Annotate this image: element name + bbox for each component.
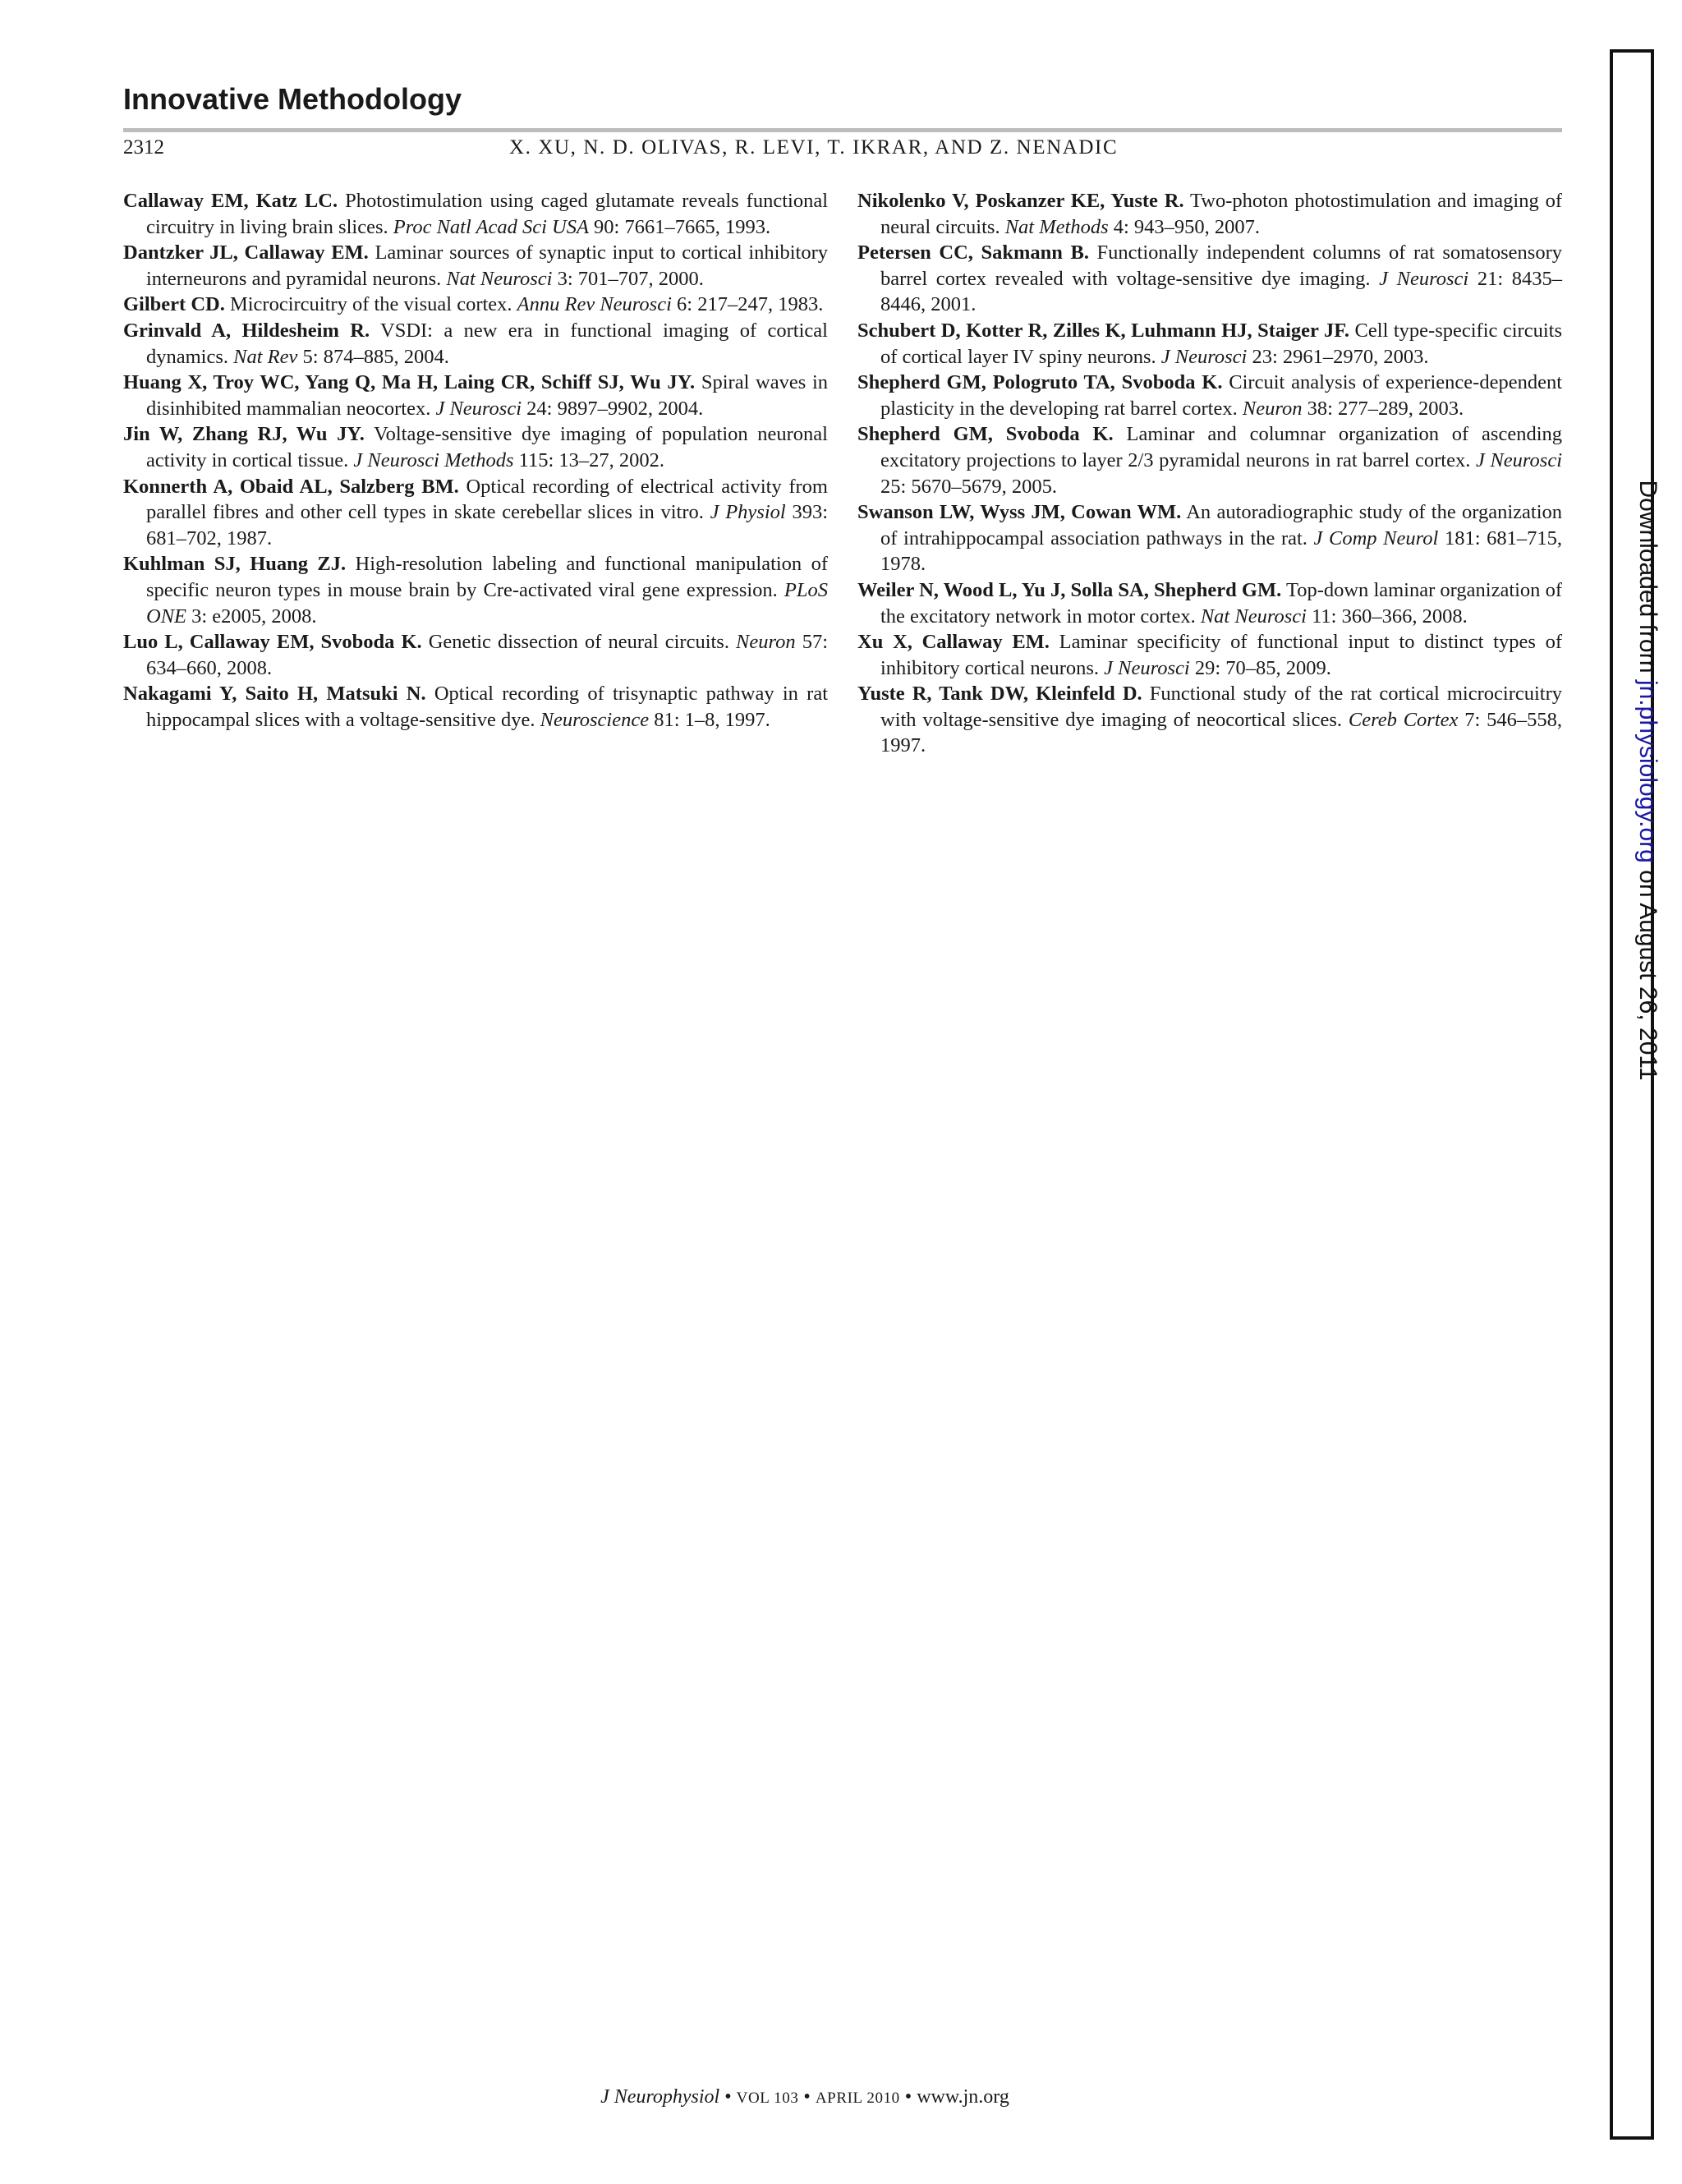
reference-citation: 38: 277–289, 2003. <box>1307 397 1464 420</box>
reference-item <box>857 629 1562 681</box>
reference-journal: PLoS ONE <box>146 578 829 628</box>
footer-separator: • <box>899 2086 917 2108</box>
reference-journal: Neuron <box>736 631 796 654</box>
reference-item <box>857 240 1562 318</box>
reference-title: Top-down laminar organization of the excitatory network in motor cortex. <box>880 578 1562 628</box>
reference-journal: J Neurosci <box>1104 656 1190 679</box>
reference-title: An autoradiographic study of the organization of intrahippocampal association pathways in the rat. <box>880 501 1563 549</box>
reference-journal: Nat Rev <box>233 345 298 368</box>
footer-separator: • <box>798 2086 816 2108</box>
footer-site[interactable]: www.jn.org <box>917 2086 1009 2108</box>
reference-journal: J Neurosci <box>1160 345 1248 368</box>
reference-authors: Grinvald A, Hildesheim R. <box>123 319 370 342</box>
reference-item <box>123 318 828 370</box>
reference-authors: Huang X, Troy WC, Yang Q, Ma H, Laing CR, Schiff SJ, Wu JY. <box>123 371 696 394</box>
reference-authors: Nakagami Y, Saito H, Matsuki N. <box>123 683 426 706</box>
page-footer <box>0 2086 1610 2108</box>
reference-citation: 57: 634–660, 2008. <box>146 631 829 679</box>
download-notice-date: on August 26, 2011 <box>1634 862 1661 1081</box>
reference-citation: 4: 943–950, 2007. <box>1113 215 1261 238</box>
reference-citation: 81: 1–8, 1997. <box>654 708 770 731</box>
reference-title: Laminar and columnar organization of ascending excitatory projections to layer 2/3 pyramidal neurons in rat barrel cortex. <box>880 423 1563 471</box>
reference-citation: 181: 681–715, 1978. <box>880 526 1563 576</box>
reference-item <box>857 318 1562 370</box>
reference-citation: 393: 681–702, 1987. <box>146 501 828 549</box>
reference-item <box>123 421 828 473</box>
reference-citation: 90: 7661–7665, 1993. <box>594 215 771 238</box>
download-notice-box <box>1610 49 1654 2140</box>
reference-title: Circuit analysis of experience-dependent plasticity in the developing rat barrel cortex. <box>880 371 1563 420</box>
reference-citation: 21: 8435–8446, 2001. <box>880 267 1563 316</box>
reference-authors: Jin W, Zhang RJ, Wu JY. <box>123 423 365 446</box>
download-notice-prefix: Downloaded from <box>1634 480 1661 680</box>
reference-journal: Nat Methods <box>1004 215 1109 238</box>
reference-journal: J Neurosci <box>1379 267 1469 290</box>
reference-citation: 29: 70–85, 2009. <box>1194 656 1331 679</box>
reference-journal: Neuron <box>1242 397 1303 420</box>
reference-journal: J Neurosci <box>435 397 522 420</box>
reference-journal: Nat Neurosci <box>1200 605 1307 628</box>
reference-authors: Shepherd GM, Pologruto TA, Svoboda K. <box>857 371 1223 394</box>
references-right-column <box>857 188 1562 759</box>
reference-journal: J Physiol <box>710 501 786 524</box>
reference-item <box>857 188 1562 240</box>
reference-citation: 6: 217–247, 1983. <box>677 293 824 316</box>
reference-item <box>857 499 1562 577</box>
reference-title: Cell type-specific circuits of cortical layer IV spiny neurons. <box>880 319 1562 368</box>
reference-journal: J Neurosci <box>1475 448 1563 471</box>
reference-item <box>857 577 1562 629</box>
footer-separator: • <box>719 2086 737 2108</box>
reference-title: Microcircuitry of the visual cortex. <box>229 293 512 316</box>
reference-item <box>123 188 828 240</box>
reference-journal: Cereb Cortex <box>1348 708 1459 731</box>
download-notice <box>1634 480 1661 1080</box>
reference-journal: Neuroscience <box>540 708 650 731</box>
reference-title: Genetic dissection of neural circuits. <box>428 631 729 654</box>
reference-item <box>123 370 828 421</box>
reference-journal: J Comp Neurol <box>1313 526 1439 549</box>
reference-title: High-resolution labeling and functional manipulation of specific neuron types in mouse brain by Cre-activated viral gene expression. <box>146 553 828 601</box>
reference-item <box>123 551 828 629</box>
reference-item <box>857 370 1562 421</box>
reference-title: Laminar specificity of functional input to distinct types of inhibitory cortical neurons. <box>880 631 1562 679</box>
reference-authors: Swanson LW, Wyss JM, Cowan WM. <box>857 501 1182 524</box>
reference-citation: 25: 5670–5679, 2005. <box>880 475 1058 498</box>
reference-journal: Nat Neurosci <box>446 267 553 290</box>
reference-authors: Xu X, Callaway EM. <box>857 631 1050 654</box>
section-title: Innovative Methodology <box>123 82 462 116</box>
reference-title: Spiral waves in disinhibited mammalian neocortex. <box>146 371 828 420</box>
header-rule <box>123 128 1562 132</box>
reference-authors: Schubert D, Kotter R, Zilles K, Luhmann HJ, Staiger JF. <box>857 319 1350 342</box>
reference-title: Two-photon photostimulation and imaging of neural circuits. <box>880 190 1562 238</box>
reference-title: VSDI: a new era in functional imaging of cortical dynamics. <box>146 319 828 368</box>
reference-citation: 3: 701–707, 2000. <box>557 267 704 290</box>
reference-item <box>123 629 828 681</box>
reference-citation: 3: e2005, 2008. <box>191 605 317 628</box>
reference-title: Laminar sources of synaptic input to cortical inhibitory interneurons and pyramidal neurons. <box>146 241 829 290</box>
reference-authors: Callaway EM, Katz LC. <box>123 190 338 212</box>
reference-authors: Petersen CC, Sakmann B. <box>857 241 1089 264</box>
download-source-link[interactable]: jn.physiology.org <box>1634 679 1661 863</box>
reference-citation: 115: 13–27, 2002. <box>518 448 665 471</box>
reference-item <box>123 240 828 292</box>
page-number: 2312 <box>123 136 164 159</box>
running-authors: X. XU, N. D. OLIVAS, R. LEVI, T. IKRAR, AND Z. NENADIC <box>509 136 1119 159</box>
reference-authors: Yuste R, Tank DW, Kleinfeld D. <box>857 683 1142 706</box>
reference-authors: Weiler N, Wood L, Yu J, Solla SA, Shepherd GM. <box>857 578 1282 601</box>
reference-citation: 24: 9897–9902, 2004. <box>526 397 704 420</box>
reference-authors: Kuhlman SJ, Huang ZJ. <box>123 553 347 576</box>
reference-citation: 5: 874–885, 2004. <box>302 345 449 368</box>
reference-title: Optical recording of trisynaptic pathway in rat hippocampal slices with a voltage-sensitive dye. <box>146 683 828 731</box>
reference-journal: Proc Natl Acad Sci USA <box>393 215 589 238</box>
reference-authors: Luo L, Callaway EM, Svoboda K. <box>123 631 422 654</box>
reference-item <box>123 474 828 552</box>
reference-item <box>123 292 828 318</box>
footer-date: APRIL 2010 <box>815 2090 900 2107</box>
reference-citation: 7: 546–558, 1997. <box>880 708 1563 757</box>
reference-citation: 23: 2961–2970, 2003. <box>1252 345 1429 368</box>
reference-item <box>857 681 1562 759</box>
reference-item <box>857 421 1562 499</box>
footer-volume: VOL 103 <box>736 2090 799 2107</box>
reference-authors: Nikolenko V, Poskanzer KE, Yuste R. <box>857 190 1184 212</box>
reference-title: Photostimulation using caged glutamate reveals functional circuitry in living brain slices. <box>146 190 828 238</box>
reference-title: Optical recording of electrical activity from parallel fibres and other cell types in skate cerebellar slices in vitro. <box>146 475 828 524</box>
reference-title: Functional study of the rat cortical microcircuitry with voltage-sensitive dye imaging of neocortical slices. <box>880 683 1563 731</box>
reference-authors: Gilbert CD. <box>123 293 225 316</box>
reference-title: Voltage-sensitive dye imaging of population neuronal activity in cortical tissue. <box>146 423 828 471</box>
references-left-column <box>123 188 828 733</box>
reference-authors: Dantzker JL, Callaway EM. <box>123 241 369 264</box>
footer-journal: J Neurophysiol <box>600 2086 720 2108</box>
reference-authors: Konnerth A, Obaid AL, Salzberg BM. <box>123 475 459 498</box>
reference-journal: Annu Rev Neurosci <box>517 293 672 316</box>
reference-journal: J Neurosci Methods <box>353 448 514 471</box>
reference-citation: 11: 360–366, 2008. <box>1312 605 1468 628</box>
reference-item <box>123 681 828 733</box>
reference-authors: Shepherd GM, Svoboda K. <box>857 423 1114 446</box>
reference-title: Functionally independent columns of rat somatosensory barrel cortex revealed with voltage-sensitive dye imaging. <box>880 241 1562 290</box>
